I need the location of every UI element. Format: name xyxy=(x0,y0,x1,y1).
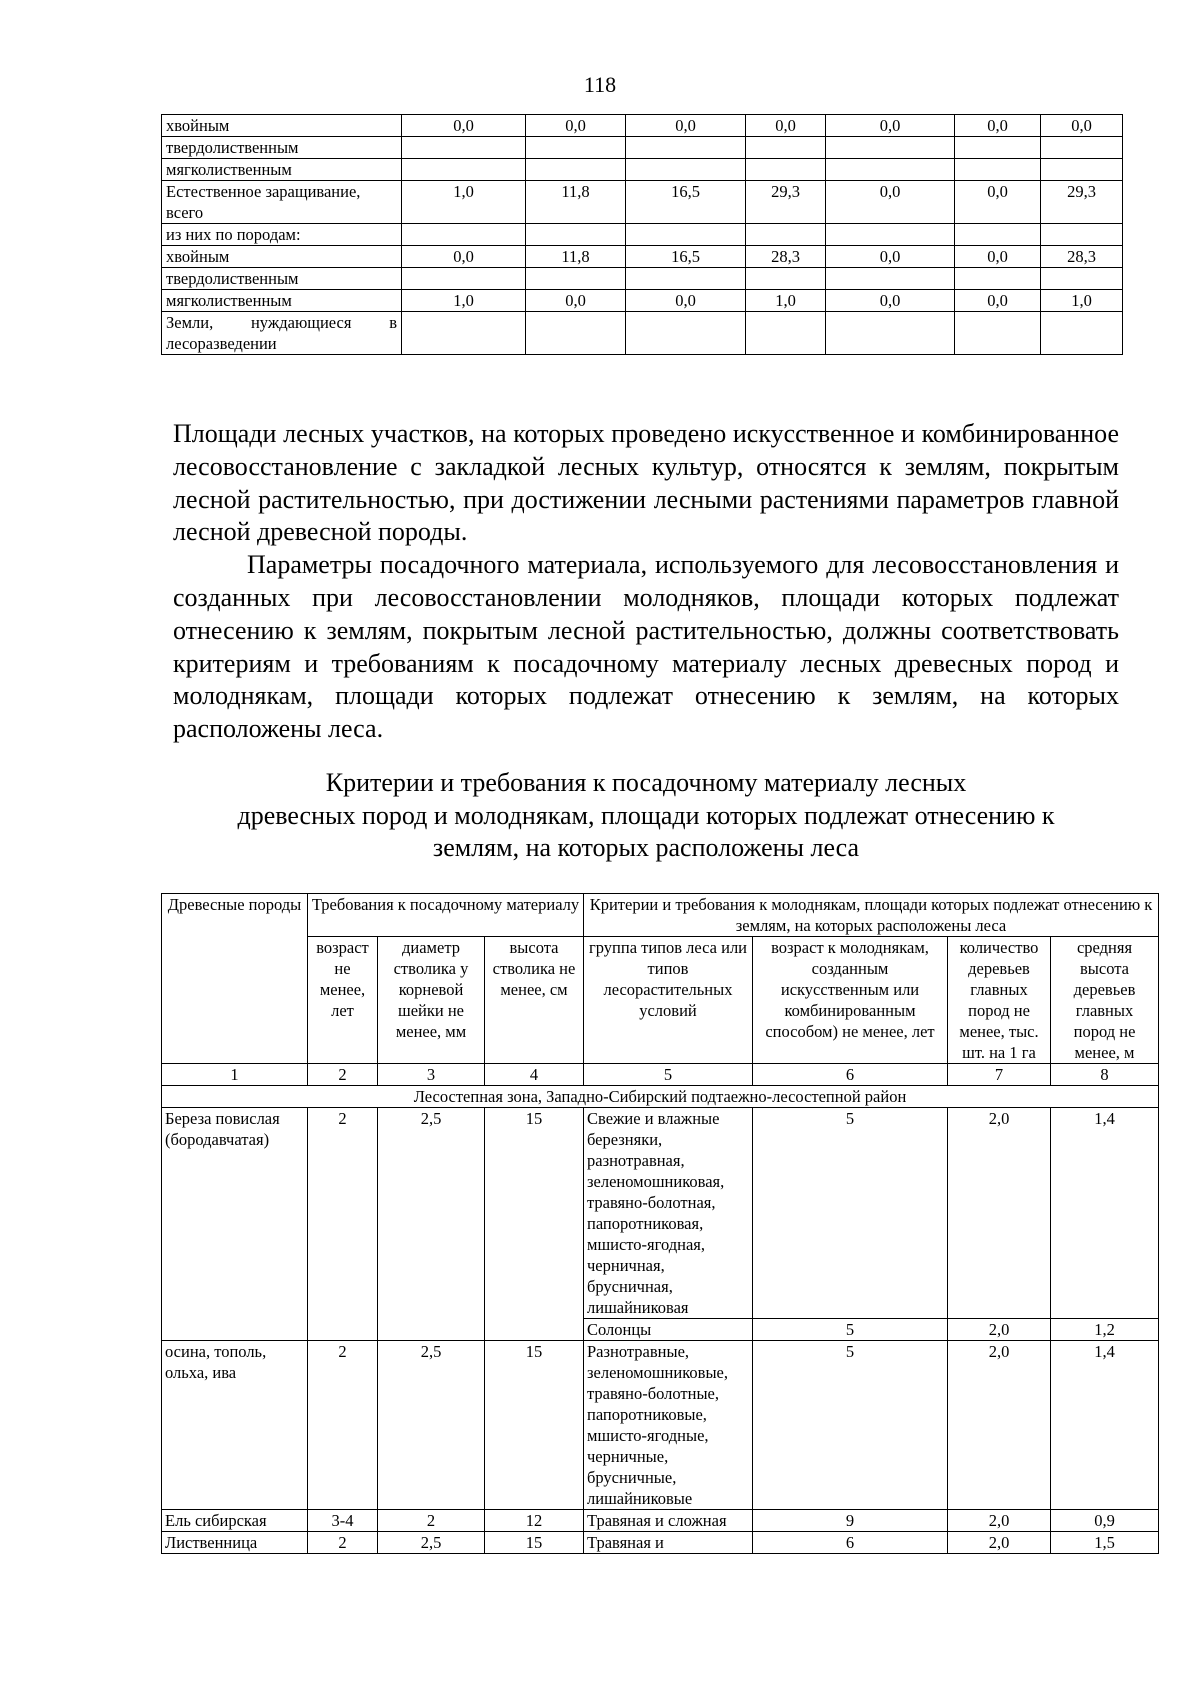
height-cell: 15 xyxy=(485,1532,584,1554)
tree-count-cell: 2,0 xyxy=(948,1108,1051,1319)
row-label: хвойным xyxy=(162,246,402,268)
table-cell: 0,0 xyxy=(402,115,526,137)
row-label: хвойным xyxy=(162,115,402,137)
row-label: твердолиственным xyxy=(162,268,402,290)
table-cell: 0,0 xyxy=(826,290,955,312)
diameter-cell: 2 xyxy=(378,1510,485,1532)
avg-height-cell: 0,9 xyxy=(1051,1510,1159,1532)
forest-type-cell: Солонцы xyxy=(584,1319,753,1341)
table-cell xyxy=(626,159,746,181)
species-cell: осина, тополь, ольха, ива xyxy=(162,1341,308,1510)
header-young-stands: Критерии и требования к молоднякам, площади которых подлежат отнесению к землям, на которых расположены леса xyxy=(584,894,1159,937)
column-number: 8 xyxy=(1051,1064,1159,1086)
age-cell: 2 xyxy=(308,1341,378,1510)
forest-type-cell: Травяная и xyxy=(584,1532,753,1554)
age-cell: 3-4 xyxy=(308,1510,378,1532)
table-cell: 16,5 xyxy=(626,246,746,268)
table-cell xyxy=(955,268,1041,290)
table-cell: 0,0 xyxy=(526,290,626,312)
row-label: мягколиственным xyxy=(162,290,402,312)
header-planting-material: Требования к посадочному материалу xyxy=(308,894,584,937)
column-number: 2 xyxy=(308,1064,378,1086)
avg-height-cell: 1,5 xyxy=(1051,1532,1159,1554)
table-cell xyxy=(626,268,746,290)
row-label-line: лесоразведении xyxy=(166,334,277,353)
table-cell: 16,5 xyxy=(626,181,746,224)
table-row xyxy=(162,246,1123,268)
table-cell: 11,8 xyxy=(526,246,626,268)
header-diameter: диаметр стволика у корневой шейки не менее, мм xyxy=(378,937,485,1064)
table-cell xyxy=(402,137,526,159)
row-label: мягколиственным xyxy=(162,159,402,181)
table-cell xyxy=(826,137,955,159)
table-cell xyxy=(402,159,526,181)
caption-line: Критерии и требования к посадочному материалу лесных xyxy=(325,768,967,797)
table-row xyxy=(162,312,1123,355)
table-cell: 11,8 xyxy=(526,181,626,224)
table-cell: 28,3 xyxy=(1041,246,1123,268)
tree-count-cell: 2,0 xyxy=(948,1319,1051,1341)
table-cell: 1,0 xyxy=(746,290,826,312)
table-cell: 1,0 xyxy=(402,290,526,312)
header-species: Древесные породы xyxy=(162,894,308,1064)
diameter-cell: 2,5 xyxy=(378,1108,485,1341)
table-cell: 0,0 xyxy=(826,246,955,268)
table-cell xyxy=(402,268,526,290)
table-row xyxy=(162,181,1123,224)
avg-height-cell: 1,4 xyxy=(1051,1341,1159,1510)
paragraph: Параметры посадочного материала, используемого для лесовосстановления и созданных при лесовосстановлении молодняков, площади которых подлежат отнесению к землям, покрытым лесной растительностью, должны соответствовать критериям и требованиям к посадочному материалу лесных древесных пород и молоднякам, площади которых подлежат отнесению к землям, на которых расположены леса. xyxy=(173,550,1119,744)
table-cell xyxy=(955,137,1041,159)
tree-count-cell: 2,0 xyxy=(948,1341,1051,1510)
row-label: твердолиственным xyxy=(162,137,402,159)
table-cell xyxy=(955,224,1041,246)
table-cell xyxy=(826,159,955,181)
tree-count-cell: 2,0 xyxy=(948,1532,1051,1554)
diameter-cell: 2,5 xyxy=(378,1341,485,1510)
reforestation-table xyxy=(161,114,1123,355)
table-cell xyxy=(746,268,826,290)
column-number: 1 xyxy=(162,1064,308,1086)
age-cell: 2 xyxy=(308,1108,378,1341)
caption-line: древесных пород и молоднякам, площади которых подлежат отнесению к xyxy=(237,800,1055,830)
column-number: 7 xyxy=(948,1064,1051,1086)
table-cell xyxy=(826,312,955,355)
diameter-cell: 2,5 xyxy=(378,1532,485,1554)
height-cell: 15 xyxy=(485,1108,584,1341)
zone-row xyxy=(162,1086,1159,1108)
table-cell xyxy=(955,312,1041,355)
table-cell: 0,0 xyxy=(526,115,626,137)
table-cell: 1,0 xyxy=(1041,290,1123,312)
table-row xyxy=(162,290,1123,312)
row-label xyxy=(162,312,402,355)
table-cell: 0,0 xyxy=(826,115,955,137)
table-cell: 0,0 xyxy=(746,115,826,137)
table-cell xyxy=(1041,159,1123,181)
table-cell: 0,0 xyxy=(626,115,746,137)
table-row xyxy=(162,115,1123,137)
table-cell: 0,0 xyxy=(955,115,1041,137)
young-age-cell: 5 xyxy=(753,1341,948,1510)
age-cell: 2 xyxy=(308,1532,378,1554)
table-cell xyxy=(746,224,826,246)
table-cell: 0,0 xyxy=(955,290,1041,312)
table-cell xyxy=(1041,224,1123,246)
young-age-cell: 6 xyxy=(753,1532,948,1554)
table-cell xyxy=(526,268,626,290)
column-number: 3 xyxy=(378,1064,485,1086)
table-header-row xyxy=(162,894,1159,937)
table-row xyxy=(162,268,1123,290)
height-cell: 15 xyxy=(485,1341,584,1510)
table-header-row xyxy=(162,937,1159,1064)
table-cell xyxy=(402,312,526,355)
zone-heading: Лесостепная зона, Западно-Сибирский подтаежно-лесостепной район xyxy=(162,1086,1159,1108)
table-caption xyxy=(173,767,1119,865)
header-forest-type: группа типов леса или типов лесорастительных условий xyxy=(584,937,753,1064)
table-cell: 0,0 xyxy=(626,290,746,312)
table-cell xyxy=(402,224,526,246)
species-cell: Береза повислая (бородавчатая) xyxy=(162,1108,308,1341)
table-cell xyxy=(526,137,626,159)
table-row xyxy=(162,1108,1159,1319)
header-age: возраст не менее, лет xyxy=(308,937,378,1064)
table-cell: 0,0 xyxy=(402,246,526,268)
table-cell xyxy=(1041,268,1123,290)
table-row xyxy=(162,224,1123,246)
row-label: Естественное заращивание, всего xyxy=(162,181,402,224)
column-number: 6 xyxy=(753,1064,948,1086)
table-cell: 0,0 xyxy=(826,181,955,224)
caption-line: землям, на которых расположены леса xyxy=(432,833,860,862)
species-cell: Лиственница xyxy=(162,1532,308,1554)
column-number: 5 xyxy=(584,1064,753,1086)
header-tree-count: количество деревьев главных пород не менее, тыс. шт. на 1 га xyxy=(948,937,1051,1064)
row-label-line: Земли, нуждающиеся в xyxy=(166,313,397,332)
table-row xyxy=(162,1532,1159,1554)
body-text xyxy=(173,418,1119,746)
table-cell: 0,0 xyxy=(955,181,1041,224)
header-avg-height: средняя высота деревьев главных пород не менее, м xyxy=(1051,937,1159,1064)
table-cell xyxy=(626,224,746,246)
table-row xyxy=(162,1341,1159,1510)
table-cell xyxy=(746,312,826,355)
row-label: из них по породам: xyxy=(162,224,402,246)
page-number: 118 xyxy=(583,72,617,97)
table-cell xyxy=(526,159,626,181)
table-cell xyxy=(526,224,626,246)
table-cell: 1,0 xyxy=(402,181,526,224)
table-cell xyxy=(955,159,1041,181)
paragraph: Площади лесных участков, на которых проведено искусственное и комбинированное лесовосстановление с закладкой лесных культур, относятся к землям, покрытым лесной растительностью, при достижении лесными растениями параметров главной лесной древесной породы. xyxy=(173,419,1119,547)
forest-type-cell: Свежие и влажные березняки, разнотравная, зеленомошниковая, травяно-болотная, папоротниковая, мшисто-ягодная, черничная, брусничная, лишайниковая xyxy=(584,1108,753,1319)
table-cell xyxy=(746,137,826,159)
table-cell xyxy=(626,137,746,159)
table-cell xyxy=(746,159,826,181)
table-row xyxy=(162,1510,1159,1532)
table-cell xyxy=(626,312,746,355)
table-cell: 0,0 xyxy=(955,246,1041,268)
young-age-cell: 5 xyxy=(753,1319,948,1341)
table-cell: 29,3 xyxy=(746,181,826,224)
table-cell xyxy=(1041,137,1123,159)
table-cell: 0,0 xyxy=(1041,115,1123,137)
table-cell: 29,3 xyxy=(1041,181,1123,224)
header-young-age: возраст к молоднякам, созданным искусственным или комбинированным способом) не менее, лет xyxy=(753,937,948,1064)
table-row xyxy=(162,137,1123,159)
species-cell: Ель сибирская xyxy=(162,1510,308,1532)
criteria-table xyxy=(161,893,1159,1554)
tree-count-cell: 2,0 xyxy=(948,1510,1051,1532)
table-cell: 28,3 xyxy=(746,246,826,268)
forest-type-cell: Разнотравные, зеленомошниковые, травяно-болотные, папоротниковые, мшисто-ягодные, черничные, брусничные, лишайниковые xyxy=(584,1341,753,1510)
avg-height-cell: 1,4 xyxy=(1051,1108,1159,1319)
young-age-cell: 5 xyxy=(753,1108,948,1319)
table-cell xyxy=(826,268,955,290)
table-cell xyxy=(526,312,626,355)
header-height: высота стволика не менее, см xyxy=(485,937,584,1064)
avg-height-cell: 1,2 xyxy=(1051,1319,1159,1341)
young-age-cell: 9 xyxy=(753,1510,948,1532)
table-cell xyxy=(826,224,955,246)
column-number: 4 xyxy=(485,1064,584,1086)
table-row xyxy=(162,159,1123,181)
column-number-row xyxy=(162,1064,1159,1086)
forest-type-cell: Травяная и сложная xyxy=(584,1510,753,1532)
table-cell xyxy=(1041,312,1123,355)
height-cell: 12 xyxy=(485,1510,584,1532)
